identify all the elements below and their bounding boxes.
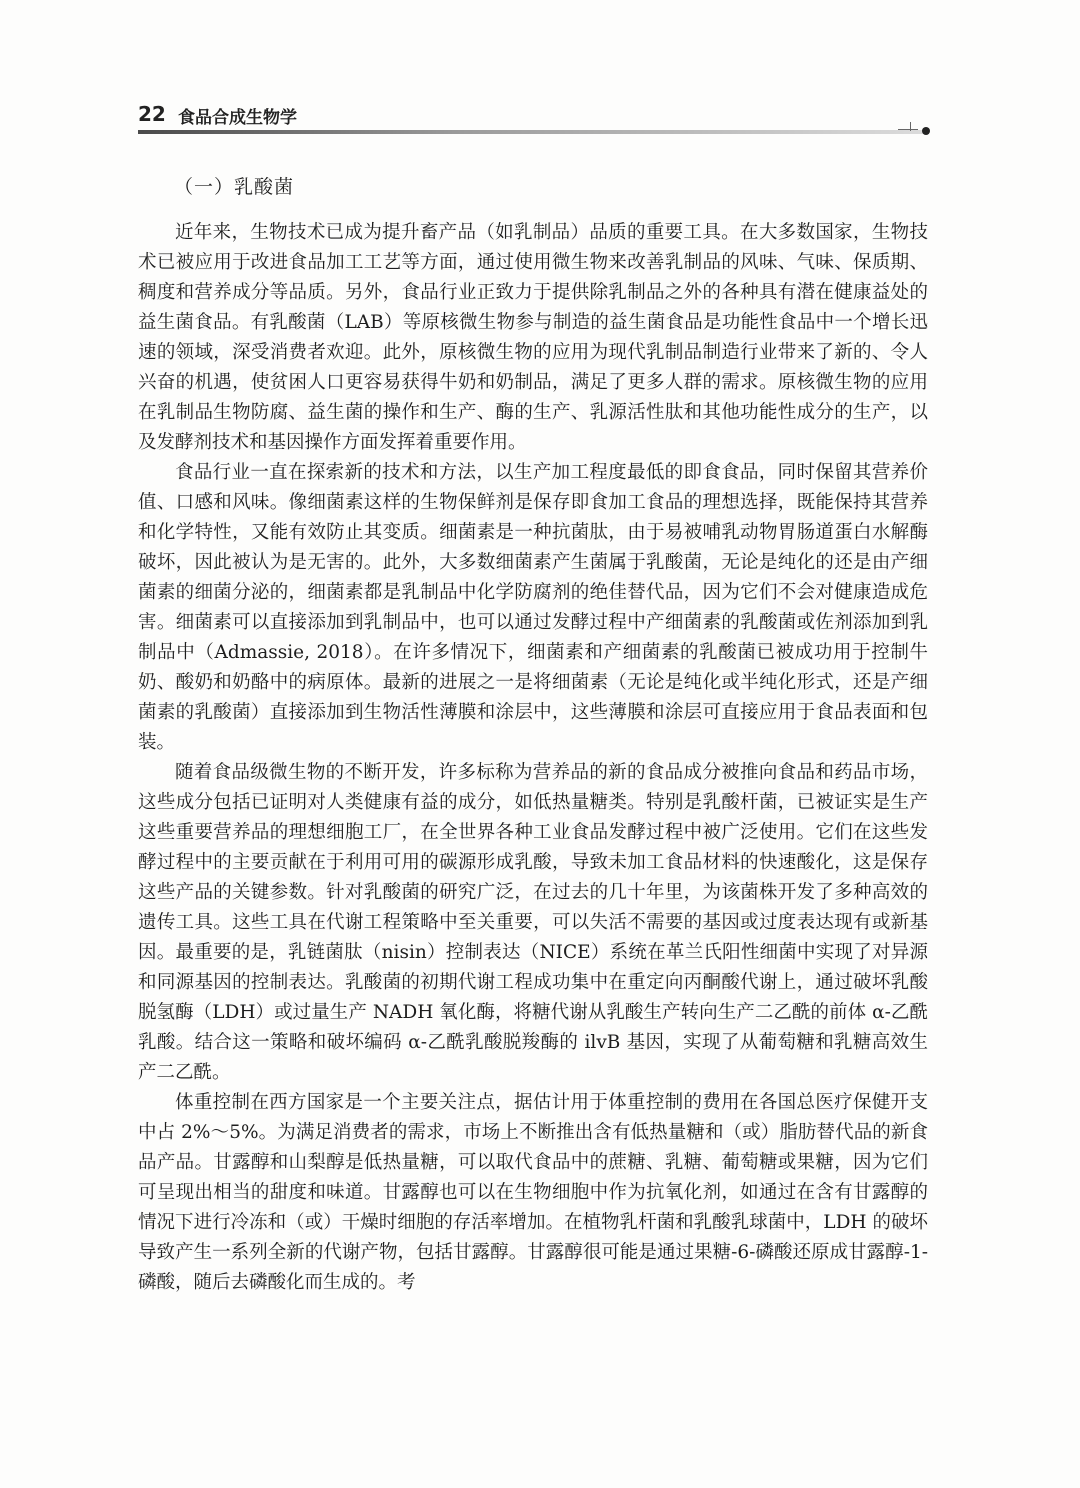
paragraph-2: 食品行业一直在探索新的技术和方法，以生产加工程度最低的即食食品，同时保留其营养价值、口感和风味。像细菌素这样的生物保鲜剂是保存即食加工食品的理想选择，既能保持其营养和化学特性，又能有效防止其变质。细菌素是一种抗菌肽，由于易被哺乳动物胃肠道蛋白水解酶破坏，因此被认为是无害的。此外，大多数细菌素产生菌属于乳酸菌，无论是纯化的还是由产细菌素的细菌分泌的，细菌素都是乳制品中化学防腐剂的绝佳替代品，因为它们不会对健康造成危害。细菌素可以直接添加到乳制品中，也可以通过发酵过程中产细菌素的乳酸菌或佐剂添加到乳制品中（Admassie, 2018）。在许多情况下，细菌素和产细菌素的乳酸菌已被成功用于控制牛奶、酸奶和奶酪中的病原体。最新的进展之一是将细菌素（无论是纯化或半纯化形式，还是产细菌素的乳酸菌）直接添加到生物活性薄膜和涂层中，这些薄膜和涂层可直接应用于食品表面和包装。 bbox=[138, 462, 928, 753]
header-rule-ornament bbox=[898, 129, 918, 130]
paragraph-3: 随着食品级微生物的不断开发，许多标称为营养品的新的食品成分被推向食品和药品市场，这些成分包括已证明对人类健康有益的成分，如低热量糖类。特别是乳酸杆菌，已被证实是生产这些重要营养品的理想细胞工厂，在全世界各种工业食品发酵过程中被广泛使用。它们在这些发酵过程中的主要贡献在于利用可用的碳源形成乳酸，导致未加工食品材料的快速酸化，这是保存这些产品的关键参数。针对乳酸菌的研究广泛，在过去的几十年里，为该菌株开发了多种高效的遗传工具。这些工具在代谢工程策略中至关重要，可以失活不需要的基因或过度表达现有或新基因。最重要的是，乳链菌肽（nisin）控制表达（NICE）系统在革兰氏阳性细菌中实现了对异源和同源基因的控制表达。乳酸菌的初期代谢工程成功集中在重定向丙酮酸代谢上，通过破坏乳酸脱氢酶（LDH）或过量生产 NADH 氧化酶，将糖代谢从乳酸生产转向生产二乙酰的前体 α-乙酰乳酸。结合这一策略和破坏编码 α-乙酰乳酸脱羧酶的 ilvB 基因，实现了从葡萄糖和乳糖高效生产二乙酰。 bbox=[138, 762, 928, 1083]
book-title: 食品合成生物学 bbox=[178, 108, 297, 128]
page-number: 22 bbox=[138, 102, 166, 126]
body-text bbox=[138, 218, 928, 1298]
paragraph-4: 体重控制在西方国家是一个主要关注点，据估计用于体重控制的费用在各国总医疗保健开支中占 2%～5%。为满足消费者的需求，市场上不断推出含有低热量糖和（或）脂肪替代品的新食品产品。甘露醇和山梨醇是低热量糖，可以取代食品中的蔗糖、乳糖、葡萄糖或果糖，因为它们可呈现出相当的甜度和味道。甘露醇也可以在生物细胞中作为抗氧化剂，如通过在含有甘露醇的情况下进行冷冻和（或）干燥时细胞的存活率增加。在植物乳杆菌和乳酸乳球菌中，LDH 的破坏导致产生一系列全新的代谢产物，包括甘露醇。甘露醇很可能是通过果糖-6-磷酸还原成甘露醇-1-磷酸，随后去磷酸化而生成的。考 bbox=[138, 1092, 928, 1293]
header-rule bbox=[138, 130, 928, 134]
section-heading: （一）乳酸菌 bbox=[174, 176, 295, 198]
paragraph-1: 近年来，生物技术已成为提升畜产品（如乳制品）品质的重要工具。在大多数国家，生物技术已被应用于改进食品加工工艺等方面，通过使用微生物来改善乳制品的风味、气味、保质期、稠度和营养成分等品质。另外，食品行业正致力于提供除乳制品之外的各种具有潜在健康益处的益生菌食品。有乳酸菌（LAB）等原核微生物参与制造的益生菌食品是功能性食品中一个增长迅速的领域，深受消费者欢迎。此外，原核微生物的应用为现代乳制品制造行业带来了新的、令人兴奋的机遇，使贫困人口更容易获得牛奶和奶制品，满足了更多人群的需求。原核微生物的应用在乳制品生物防腐、益生菌的操作和生产、酶的生产、乳源活性肽和其他功能性成分的生产，以及发酵剂技术和基因操作方面发挥着重要作用。 bbox=[138, 222, 928, 453]
header-rule-tick bbox=[910, 122, 911, 131]
header-rule-dot bbox=[922, 127, 930, 135]
running-header bbox=[138, 100, 938, 134]
